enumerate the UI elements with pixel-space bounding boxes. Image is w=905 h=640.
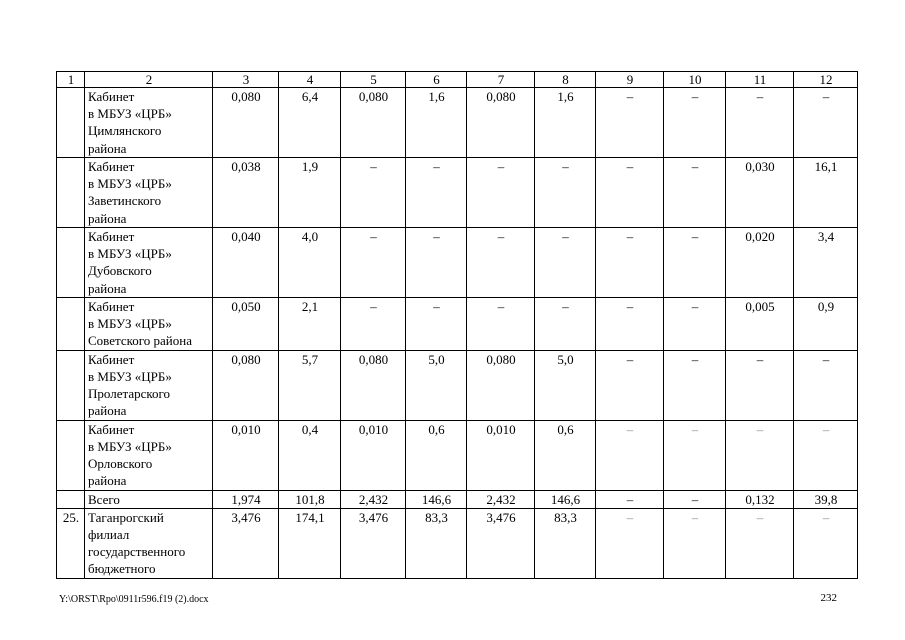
table-cell: – xyxy=(664,490,726,508)
table-cell: 5,0 xyxy=(535,350,596,420)
header-row xyxy=(57,72,858,88)
table-cell: 2,432 xyxy=(341,490,406,508)
table-cell: 0,020 xyxy=(726,228,794,298)
table-cell: – xyxy=(726,508,794,578)
table-cell: – xyxy=(726,350,794,420)
table-cell: 4,0 xyxy=(279,228,341,298)
table-cell: 0,005 xyxy=(726,298,794,351)
row-index xyxy=(57,158,85,228)
table-row xyxy=(57,508,858,578)
header-cell: 1 xyxy=(57,72,85,88)
header-cell: 6 xyxy=(406,72,467,88)
table-cell: – xyxy=(794,420,858,490)
table-cell: 2,1 xyxy=(279,298,341,351)
table-cell: 0,080 xyxy=(467,88,535,158)
table-cell: 3,476 xyxy=(341,508,406,578)
table-cell: 39,8 xyxy=(794,490,858,508)
table-row xyxy=(57,490,858,508)
table-cell: 0,080 xyxy=(341,350,406,420)
table-cell: 146,6 xyxy=(535,490,596,508)
header-cell: 2 xyxy=(85,72,213,88)
row-name: Всего xyxy=(85,490,213,508)
table-cell: – xyxy=(664,350,726,420)
table-cell: – xyxy=(467,298,535,351)
table-cell: 0,010 xyxy=(341,420,406,490)
table-row xyxy=(57,228,858,298)
table-row xyxy=(57,298,858,351)
table-cell: 1,6 xyxy=(406,88,467,158)
table-row xyxy=(57,420,858,490)
table-cell: – xyxy=(794,350,858,420)
footer-file-path: Y:\ORST\Rpo\0911r596.f19 (2).docx xyxy=(59,594,209,605)
table-row xyxy=(57,350,858,420)
table-cell: 6,4 xyxy=(279,88,341,158)
table-cell: – xyxy=(596,298,664,351)
header-cell: 4 xyxy=(279,72,341,88)
row-index xyxy=(57,490,85,508)
table-row xyxy=(57,88,858,158)
header-cell: 7 xyxy=(467,72,535,88)
table-cell: – xyxy=(596,228,664,298)
header-cell: 8 xyxy=(535,72,596,88)
data-table xyxy=(56,71,858,579)
table-cell: 0,9 xyxy=(794,298,858,351)
table-cell: – xyxy=(664,508,726,578)
table-cell: 1,974 xyxy=(213,490,279,508)
table-cell: – xyxy=(341,298,406,351)
table-cell: 83,3 xyxy=(406,508,467,578)
table-cell: – xyxy=(664,88,726,158)
table-cell: – xyxy=(794,508,858,578)
table-cell: 3,476 xyxy=(213,508,279,578)
table-cell: 0,080 xyxy=(213,350,279,420)
header-cell: 11 xyxy=(726,72,794,88)
table-cell: 174,1 xyxy=(279,508,341,578)
row-name: Кабинет в МБУЗ «ЦРБ» Заветинского района xyxy=(85,158,213,228)
table-cell: 0,132 xyxy=(726,490,794,508)
row-name: Кабинет в МБУЗ «ЦРБ» Цимлянского района xyxy=(85,88,213,158)
table-cell: 0,6 xyxy=(535,420,596,490)
table-cell: – xyxy=(794,88,858,158)
table-cell: – xyxy=(341,158,406,228)
table-body xyxy=(57,72,858,579)
table-cell: – xyxy=(664,228,726,298)
table-cell: 5,0 xyxy=(406,350,467,420)
page-number: 232 xyxy=(820,592,837,604)
table-cell: – xyxy=(596,350,664,420)
table-cell: – xyxy=(467,228,535,298)
table-cell: 0,040 xyxy=(213,228,279,298)
table-cell: 0,010 xyxy=(213,420,279,490)
row-name: Кабинет в МБУЗ «ЦРБ» Советского района xyxy=(85,298,213,351)
table-cell: 16,1 xyxy=(794,158,858,228)
table-cell: – xyxy=(596,158,664,228)
table-cell: – xyxy=(406,298,467,351)
table-row xyxy=(57,158,858,228)
table-cell: – xyxy=(726,420,794,490)
row-name: Кабинет в МБУЗ «ЦРБ» Орловского района xyxy=(85,420,213,490)
header-cell: 12 xyxy=(794,72,858,88)
table-cell: 0,6 xyxy=(406,420,467,490)
table-cell: 1,6 xyxy=(535,88,596,158)
table-cell: 0,050 xyxy=(213,298,279,351)
table-cell: – xyxy=(535,298,596,351)
table-cell: – xyxy=(596,420,664,490)
table-cell: 1,9 xyxy=(279,158,341,228)
table-cell: – xyxy=(535,158,596,228)
table-cell: 0,080 xyxy=(467,350,535,420)
table-cell: – xyxy=(664,158,726,228)
table-cell: 0,010 xyxy=(467,420,535,490)
table-cell: 3,4 xyxy=(794,228,858,298)
table-cell: 2,432 xyxy=(467,490,535,508)
table-cell: – xyxy=(596,508,664,578)
row-index xyxy=(57,298,85,351)
table-cell: – xyxy=(596,88,664,158)
header-cell: 5 xyxy=(341,72,406,88)
table-cell: – xyxy=(726,88,794,158)
table-cell: – xyxy=(664,420,726,490)
table-cell: 5,7 xyxy=(279,350,341,420)
table-cell: – xyxy=(341,228,406,298)
table-cell: 0,4 xyxy=(279,420,341,490)
table-cell: – xyxy=(406,228,467,298)
table-cell: 0,030 xyxy=(726,158,794,228)
table-cell: – xyxy=(664,298,726,351)
row-index xyxy=(57,88,85,158)
header-cell: 3 xyxy=(213,72,279,88)
header-cell: 10 xyxy=(664,72,726,88)
row-index: 25. xyxy=(57,508,85,578)
table-cell: – xyxy=(535,228,596,298)
table-cell: – xyxy=(406,158,467,228)
row-index xyxy=(57,228,85,298)
table-cell: 0,038 xyxy=(213,158,279,228)
row-name: Кабинет в МБУЗ «ЦРБ» Дубовского района xyxy=(85,228,213,298)
table-cell: – xyxy=(467,158,535,228)
table-cell: 0,080 xyxy=(341,88,406,158)
header-cell: 9 xyxy=(596,72,664,88)
row-name: Таганрогский филиал государственного бюджетного xyxy=(85,508,213,578)
table-cell: – xyxy=(596,490,664,508)
table-cell: 83,3 xyxy=(535,508,596,578)
table-cell: 146,6 xyxy=(406,490,467,508)
table-cell: 3,476 xyxy=(467,508,535,578)
table-cell: 0,080 xyxy=(213,88,279,158)
row-name: Кабинет в МБУЗ «ЦРБ» Пролетарского района xyxy=(85,350,213,420)
row-index xyxy=(57,350,85,420)
row-index xyxy=(57,420,85,490)
table-cell: 101,8 xyxy=(279,490,341,508)
